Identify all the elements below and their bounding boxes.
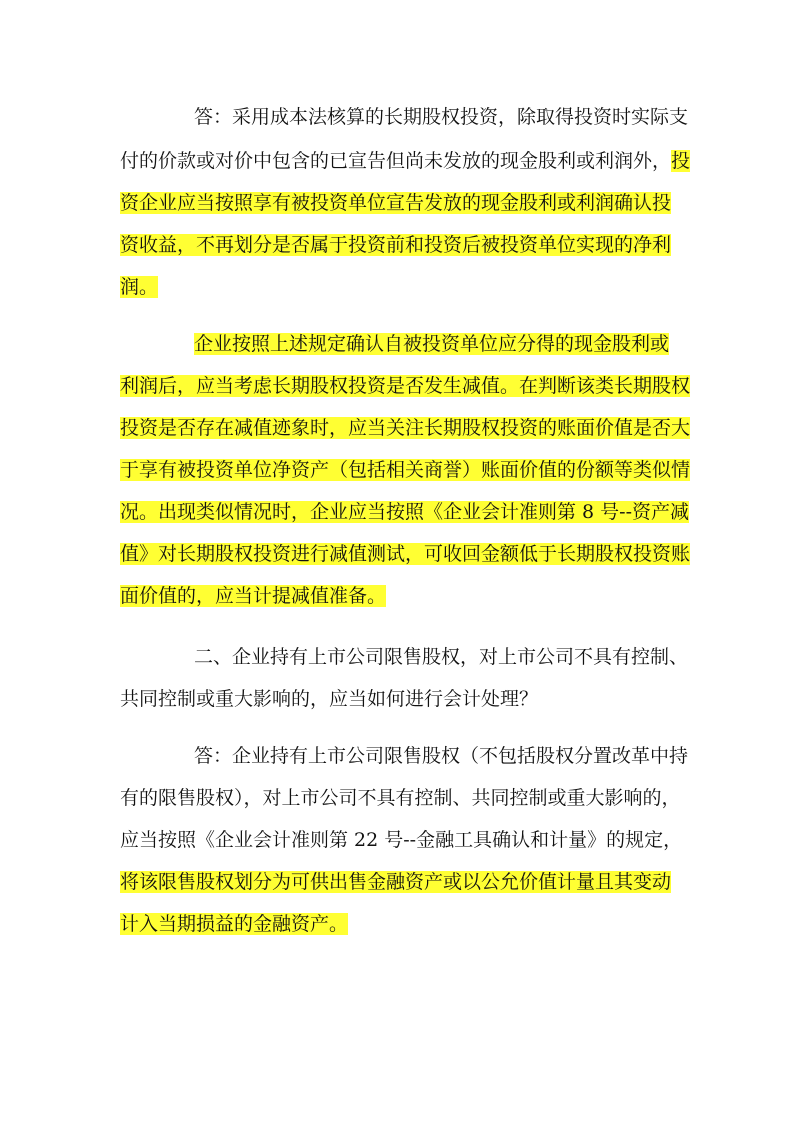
p3-line2 [120, 686, 680, 712]
highlighted-segment: 投 [671, 150, 691, 172]
text-segment: 答：企业持有上市公司限售股权（不包括股权分置改革中持 [194, 745, 689, 767]
text-segment: 答：采用成本法核算的长期股权投资，除取得投资时实际支 [194, 106, 689, 128]
text-segment: 付的价款或对价中包含的已宣告但尚未发放的现金股利或利润外， [120, 150, 672, 172]
p4-line3 [120, 827, 683, 853]
text-segment: 共同控制或重大影响的，应当如何进行会计处理？ [120, 688, 539, 710]
p1-line5 [120, 274, 680, 300]
highlighted-segment: 于享有被投资单位净资产（包括相关商誉）账面价值的份额等类似情 [120, 459, 691, 481]
text-segment: 二、企业持有上市公司限售股权，对上市公司不具有控制、 [194, 646, 689, 668]
highlighted-segment: 企业按照上述规定确认自被投资单位应分得的现金股利或 [194, 333, 670, 355]
p4-line5 [120, 911, 680, 937]
p1-line4 [120, 232, 680, 258]
p2-line2 [120, 373, 691, 399]
p1-line1 [194, 104, 689, 130]
p2-line4 [120, 457, 691, 483]
p2-line6 [120, 541, 691, 567]
highlighted-segment: 将该限售股权划分为可供出售金融资产或以公允价值计量且其变动 [120, 871, 672, 893]
text-segment: 应当按照《企业会计准则第 22 号--金融工具确认和计量》的规定， [120, 829, 683, 851]
highlighted-segment: 况。出现类似情况时，企业应当按照《企业会计准则第 8 号--资产减 [120, 501, 690, 523]
text-segment: 有的限售股权），对上市公司不具有控制、共同控制或重大影响的， [120, 787, 681, 809]
highlighted-segment: 利润后，应当考虑长期股权投资是否发生减值。在判断该类长期股权 [120, 375, 691, 397]
highlighted-segment: 计入当期损益的金融资产。 [120, 913, 349, 935]
p4-line4 [120, 869, 680, 895]
p4-line1 [194, 743, 689, 769]
p3-line1 [194, 644, 689, 670]
p1-line2 [120, 148, 691, 174]
highlighted-segment: 资收益，不再划分是否属于投资前和投资后被投资单位实现的净利 [120, 234, 672, 256]
highlighted-segment: 值》对长期股权投资进行减值测试，可收回金额低于长期股权投资账 [120, 543, 691, 565]
highlighted-segment: 面价值的，应当计提减值准备。 [120, 585, 387, 607]
p2-line3 [120, 415, 691, 441]
highlighted-segment: 资企业应当按照享有被投资单位宣告发放的现金股利或利润确认投 [120, 192, 672, 214]
p2-line1 [194, 331, 680, 357]
p2-line5 [120, 499, 690, 525]
p2-line7 [120, 583, 680, 609]
p1-line3 [120, 190, 680, 216]
highlighted-segment: 投资是否存在减值迹象时，应当关注长期股权投资的账面价值是否大 [120, 417, 691, 439]
p4-line2 [120, 785, 680, 811]
highlighted-segment: 润。 [120, 276, 159, 298]
